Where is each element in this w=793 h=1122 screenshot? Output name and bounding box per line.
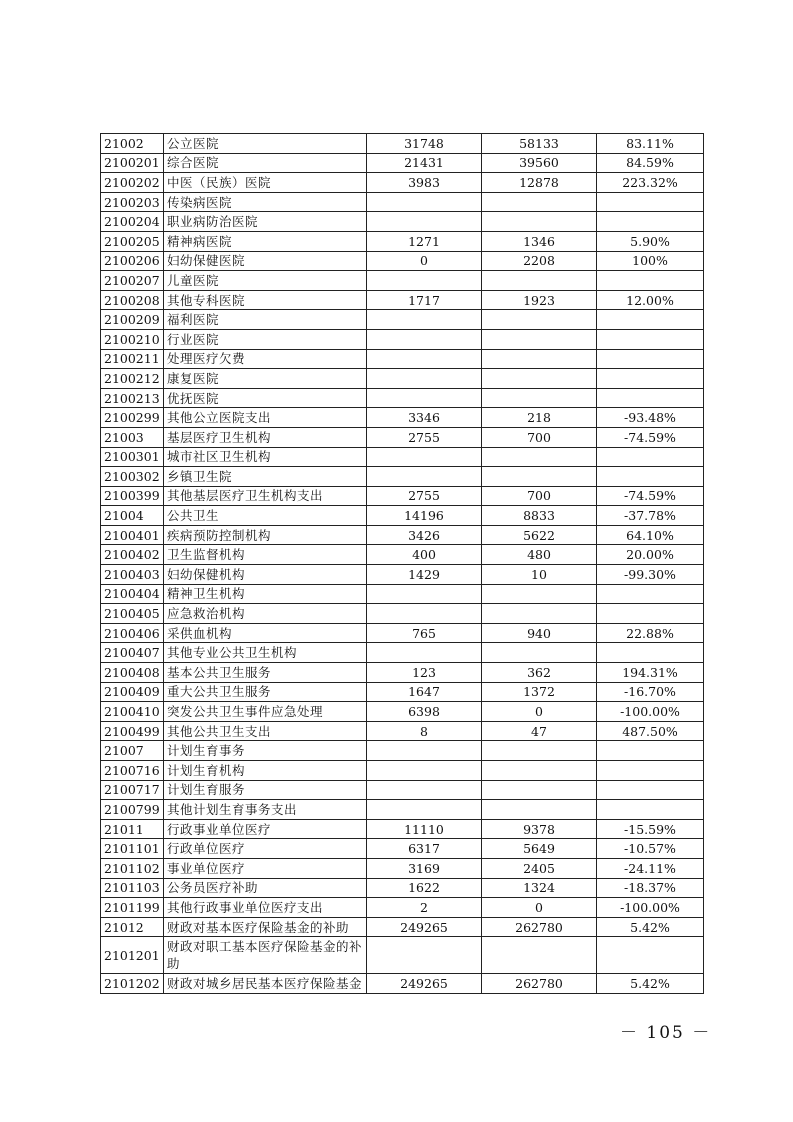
row-code-cell: 2100204 bbox=[101, 212, 164, 232]
row-code-cell: 2100716 bbox=[101, 761, 164, 781]
row-value-prev-cell bbox=[367, 447, 482, 467]
table-row bbox=[101, 761, 704, 781]
row-code-cell: 2100203 bbox=[101, 192, 164, 212]
table-row bbox=[101, 388, 704, 408]
row-value-prev-cell: 6317 bbox=[367, 839, 482, 859]
row-value-prev-cell: 1647 bbox=[367, 682, 482, 702]
row-value-prev-cell bbox=[367, 271, 482, 291]
row-value-curr-cell: 39560 bbox=[482, 153, 597, 173]
row-name-cell: 重大公共卫生服务 bbox=[164, 682, 367, 702]
table-row bbox=[101, 525, 704, 545]
row-change-pct-cell: 22.88% bbox=[597, 623, 704, 643]
row-value-curr-cell: 9378 bbox=[482, 819, 597, 839]
row-value-curr-cell: 362 bbox=[482, 663, 597, 683]
row-value-curr-cell bbox=[482, 310, 597, 330]
row-value-prev-cell: 3983 bbox=[367, 173, 482, 193]
table-row bbox=[101, 486, 704, 506]
row-code-cell: 2100205 bbox=[101, 231, 164, 251]
row-code-cell: 2100499 bbox=[101, 721, 164, 741]
row-value-curr-cell: 2208 bbox=[482, 251, 597, 271]
row-change-pct-cell bbox=[597, 937, 704, 974]
table-row bbox=[101, 506, 704, 526]
row-name-cell: 行政事业单位医疗 bbox=[164, 819, 367, 839]
row-value-curr-cell bbox=[482, 584, 597, 604]
row-code-cell: 2100201 bbox=[101, 153, 164, 173]
row-value-curr-cell bbox=[482, 369, 597, 389]
table-row bbox=[101, 937, 704, 974]
row-code-cell: 2100402 bbox=[101, 545, 164, 565]
row-value-curr-cell: 12878 bbox=[482, 173, 597, 193]
table-row bbox=[101, 427, 704, 447]
row-name-cell: 处理医疗欠费 bbox=[164, 349, 367, 369]
row-name-cell: 财政对基本医疗保险基金的补助 bbox=[164, 917, 367, 937]
row-value-curr-cell bbox=[482, 643, 597, 663]
row-code-cell: 21002 bbox=[101, 134, 164, 154]
row-code-cell: 2100209 bbox=[101, 310, 164, 330]
table-row bbox=[101, 800, 704, 820]
row-value-prev-cell: 21431 bbox=[367, 153, 482, 173]
row-name-cell: 其他专科医院 bbox=[164, 290, 367, 310]
table-row bbox=[101, 349, 704, 369]
row-code-cell: 2100212 bbox=[101, 369, 164, 389]
row-value-prev-cell bbox=[367, 369, 482, 389]
row-code-cell: 2100405 bbox=[101, 604, 164, 624]
row-change-pct-cell: -18.37% bbox=[597, 878, 704, 898]
row-change-pct-cell: -99.30% bbox=[597, 565, 704, 585]
row-name-cell: 精神卫生机构 bbox=[164, 584, 367, 604]
row-change-pct-cell: 223.32% bbox=[597, 173, 704, 193]
row-code-cell: 2101102 bbox=[101, 858, 164, 878]
row-code-cell: 2100302 bbox=[101, 467, 164, 487]
row-value-curr-cell: 8833 bbox=[482, 506, 597, 526]
row-value-curr-cell: 940 bbox=[482, 623, 597, 643]
table-row bbox=[101, 271, 704, 291]
row-name-cell: 基本公共卫生服务 bbox=[164, 663, 367, 683]
table-row bbox=[101, 917, 704, 937]
row-value-curr-cell bbox=[482, 388, 597, 408]
row-code-cell: 2101101 bbox=[101, 839, 164, 859]
table-row bbox=[101, 898, 704, 918]
row-value-curr-cell: 1324 bbox=[482, 878, 597, 898]
table-row bbox=[101, 134, 704, 154]
row-value-curr-cell bbox=[482, 467, 597, 487]
row-code-cell: 2100401 bbox=[101, 525, 164, 545]
row-change-pct-cell bbox=[597, 584, 704, 604]
row-value-prev-cell: 1271 bbox=[367, 231, 482, 251]
row-value-prev-cell: 2755 bbox=[367, 486, 482, 506]
row-value-prev-cell: 0 bbox=[367, 251, 482, 271]
row-value-prev-cell bbox=[367, 349, 482, 369]
row-name-cell: 城市社区卫生机构 bbox=[164, 447, 367, 467]
row-change-pct-cell bbox=[597, 329, 704, 349]
row-value-prev-cell: 2 bbox=[367, 898, 482, 918]
row-change-pct-cell: 12.00% bbox=[597, 290, 704, 310]
row-name-cell: 儿童医院 bbox=[164, 271, 367, 291]
row-value-prev-cell: 3346 bbox=[367, 408, 482, 428]
row-code-cell: 2100404 bbox=[101, 584, 164, 604]
row-value-prev-cell bbox=[367, 761, 482, 781]
row-change-pct-cell: 194.31% bbox=[597, 663, 704, 683]
table-row bbox=[101, 741, 704, 761]
row-value-curr-cell bbox=[482, 761, 597, 781]
table-row bbox=[101, 467, 704, 487]
row-value-curr-cell: 2405 bbox=[482, 858, 597, 878]
table-row bbox=[101, 974, 704, 994]
row-change-pct-cell bbox=[597, 271, 704, 291]
row-change-pct-cell bbox=[597, 467, 704, 487]
row-change-pct-cell bbox=[597, 643, 704, 663]
row-value-curr-cell bbox=[482, 741, 597, 761]
row-code-cell: 2100208 bbox=[101, 290, 164, 310]
table-row bbox=[101, 447, 704, 467]
row-value-prev-cell: 1717 bbox=[367, 290, 482, 310]
row-value-prev-cell: 249265 bbox=[367, 974, 482, 994]
row-name-cell: 综合医院 bbox=[164, 153, 367, 173]
row-name-cell: 优抚医院 bbox=[164, 388, 367, 408]
row-name-cell: 职业病防治医院 bbox=[164, 212, 367, 232]
row-name-cell: 公务员医疗补助 bbox=[164, 878, 367, 898]
row-change-pct-cell: -74.59% bbox=[597, 427, 704, 447]
table-row bbox=[101, 839, 704, 859]
row-name-cell: 康复医院 bbox=[164, 369, 367, 389]
row-change-pct-cell: 487.50% bbox=[597, 721, 704, 741]
row-value-curr-cell bbox=[482, 780, 597, 800]
row-code-cell: 2100213 bbox=[101, 388, 164, 408]
row-name-cell: 乡镇卫生院 bbox=[164, 467, 367, 487]
table-row bbox=[101, 643, 704, 663]
row-value-curr-cell: 480 bbox=[482, 545, 597, 565]
row-value-curr-cell: 700 bbox=[482, 486, 597, 506]
row-change-pct-cell: 5.90% bbox=[597, 231, 704, 251]
row-code-cell: 2101202 bbox=[101, 974, 164, 994]
row-change-pct-cell bbox=[597, 800, 704, 820]
row-value-prev-cell bbox=[367, 780, 482, 800]
row-change-pct-cell: -74.59% bbox=[597, 486, 704, 506]
row-change-pct-cell: 64.10% bbox=[597, 525, 704, 545]
table-row bbox=[101, 329, 704, 349]
row-name-cell: 计划生育事务 bbox=[164, 741, 367, 761]
row-change-pct-cell: 100% bbox=[597, 251, 704, 271]
row-change-pct-cell: 5.42% bbox=[597, 974, 704, 994]
row-name-cell: 公立医院 bbox=[164, 134, 367, 154]
table-row bbox=[101, 702, 704, 722]
table-row bbox=[101, 819, 704, 839]
table-row bbox=[101, 231, 704, 251]
row-code-cell: 2100299 bbox=[101, 408, 164, 428]
row-value-curr-cell bbox=[482, 271, 597, 291]
row-value-curr-cell bbox=[482, 447, 597, 467]
row-name-cell: 行政单位医疗 bbox=[164, 839, 367, 859]
table-row bbox=[101, 623, 704, 643]
row-value-prev-cell bbox=[367, 584, 482, 604]
row-code-cell: 21007 bbox=[101, 741, 164, 761]
row-value-prev-cell: 8 bbox=[367, 721, 482, 741]
row-value-curr-cell bbox=[482, 937, 597, 974]
row-value-curr-cell: 10 bbox=[482, 565, 597, 585]
row-code-cell: 2100717 bbox=[101, 780, 164, 800]
row-change-pct-cell bbox=[597, 212, 704, 232]
table-row bbox=[101, 310, 704, 330]
row-name-cell: 中医（民族）医院 bbox=[164, 173, 367, 193]
row-code-cell: 2101201 bbox=[101, 937, 164, 974]
row-code-cell: 2100406 bbox=[101, 623, 164, 643]
row-value-prev-cell bbox=[367, 388, 482, 408]
row-name-cell: 其他计划生育事务支出 bbox=[164, 800, 367, 820]
row-name-cell: 财政对职工基本医疗保险基金的补助 bbox=[164, 937, 367, 974]
table-row bbox=[101, 721, 704, 741]
table-row bbox=[101, 565, 704, 585]
row-value-prev-cell: 1622 bbox=[367, 878, 482, 898]
table-row bbox=[101, 545, 704, 565]
row-change-pct-cell bbox=[597, 447, 704, 467]
row-name-cell: 福利医院 bbox=[164, 310, 367, 330]
row-value-prev-cell: 3169 bbox=[367, 858, 482, 878]
row-name-cell: 卫生监督机构 bbox=[164, 545, 367, 565]
row-value-prev-cell: 249265 bbox=[367, 917, 482, 937]
row-name-cell: 行业医院 bbox=[164, 329, 367, 349]
table-row bbox=[101, 153, 704, 173]
row-code-cell: 21004 bbox=[101, 506, 164, 526]
row-value-prev-cell bbox=[367, 329, 482, 349]
row-name-cell: 财政对城乡居民基本医疗保险基金 bbox=[164, 974, 367, 994]
row-code-cell: 2101103 bbox=[101, 878, 164, 898]
row-value-curr-cell: 1346 bbox=[482, 231, 597, 251]
row-change-pct-cell: 20.00% bbox=[597, 545, 704, 565]
row-code-cell: 2100410 bbox=[101, 702, 164, 722]
row-value-curr-cell: 5622 bbox=[482, 525, 597, 545]
table-row bbox=[101, 192, 704, 212]
row-code-cell: 2100301 bbox=[101, 447, 164, 467]
row-name-cell: 妇幼保健医院 bbox=[164, 251, 367, 271]
row-value-curr-cell: 218 bbox=[482, 408, 597, 428]
row-value-curr-cell: 1372 bbox=[482, 682, 597, 702]
row-change-pct-cell: 84.59% bbox=[597, 153, 704, 173]
row-code-cell: 2100799 bbox=[101, 800, 164, 820]
row-value-prev-cell bbox=[367, 310, 482, 330]
row-value-prev-cell: 2755 bbox=[367, 427, 482, 447]
table-row bbox=[101, 290, 704, 310]
row-code-cell: 2100409 bbox=[101, 682, 164, 702]
row-change-pct-cell bbox=[597, 192, 704, 212]
row-value-curr-cell: 0 bbox=[482, 702, 597, 722]
row-value-prev-cell: 11110 bbox=[367, 819, 482, 839]
row-name-cell: 计划生育服务 bbox=[164, 780, 367, 800]
row-value-curr-cell: 47 bbox=[482, 721, 597, 741]
row-value-prev-cell: 6398 bbox=[367, 702, 482, 722]
row-change-pct-cell bbox=[597, 604, 704, 624]
row-name-cell: 传染病医院 bbox=[164, 192, 367, 212]
row-code-cell: 2100407 bbox=[101, 643, 164, 663]
row-name-cell: 计划生育机构 bbox=[164, 761, 367, 781]
row-change-pct-cell: -37.78% bbox=[597, 506, 704, 526]
row-value-curr-cell bbox=[482, 604, 597, 624]
row-change-pct-cell bbox=[597, 310, 704, 330]
row-code-cell: 21011 bbox=[101, 819, 164, 839]
row-change-pct-cell: -16.70% bbox=[597, 682, 704, 702]
row-value-curr-cell: 1923 bbox=[482, 290, 597, 310]
row-value-prev-cell: 3426 bbox=[367, 525, 482, 545]
row-code-cell: 2100403 bbox=[101, 565, 164, 585]
table-row bbox=[101, 408, 704, 428]
row-value-prev-cell: 1429 bbox=[367, 565, 482, 585]
row-value-prev-cell bbox=[367, 212, 482, 232]
row-value-prev-cell: 123 bbox=[367, 663, 482, 683]
table-row bbox=[101, 604, 704, 624]
table-row bbox=[101, 663, 704, 683]
row-value-prev-cell: 31748 bbox=[367, 134, 482, 154]
row-value-curr-cell bbox=[482, 800, 597, 820]
row-change-pct-cell bbox=[597, 741, 704, 761]
row-value-prev-cell bbox=[367, 741, 482, 761]
row-name-cell: 其他基层医疗卫生机构支出 bbox=[164, 486, 367, 506]
row-code-cell: 2100206 bbox=[101, 251, 164, 271]
row-name-cell: 公共卫生 bbox=[164, 506, 367, 526]
row-name-cell: 疾病预防控制机构 bbox=[164, 525, 367, 545]
table-row bbox=[101, 682, 704, 702]
row-name-cell: 精神病医院 bbox=[164, 231, 367, 251]
row-name-cell: 突发公共卫生事件应急处理 bbox=[164, 702, 367, 722]
row-change-pct-cell bbox=[597, 761, 704, 781]
row-code-cell: 21012 bbox=[101, 917, 164, 937]
row-code-cell: 21003 bbox=[101, 427, 164, 447]
row-change-pct-cell: -10.57% bbox=[597, 839, 704, 859]
table-row bbox=[101, 251, 704, 271]
row-code-cell: 2100207 bbox=[101, 271, 164, 291]
row-name-cell: 其他行政事业单位医疗支出 bbox=[164, 898, 367, 918]
row-value-prev-cell: 765 bbox=[367, 623, 482, 643]
row-code-cell: 2100408 bbox=[101, 663, 164, 683]
row-name-cell: 事业单位医疗 bbox=[164, 858, 367, 878]
row-value-curr-cell: 58133 bbox=[482, 134, 597, 154]
row-change-pct-cell: 5.42% bbox=[597, 917, 704, 937]
row-name-cell: 其他专业公共卫生机构 bbox=[164, 643, 367, 663]
row-value-curr-cell bbox=[482, 349, 597, 369]
row-change-pct-cell bbox=[597, 780, 704, 800]
row-code-cell: 2100210 bbox=[101, 329, 164, 349]
row-name-cell: 采供血机构 bbox=[164, 623, 367, 643]
row-value-curr-cell: 262780 bbox=[482, 917, 597, 937]
row-change-pct-cell: -15.59% bbox=[597, 819, 704, 839]
row-change-pct-cell bbox=[597, 349, 704, 369]
row-value-curr-cell: 700 bbox=[482, 427, 597, 447]
row-code-cell: 2101199 bbox=[101, 898, 164, 918]
table-row bbox=[101, 584, 704, 604]
row-change-pct-cell bbox=[597, 369, 704, 389]
row-name-cell: 其他公共卫生支出 bbox=[164, 721, 367, 741]
row-value-prev-cell: 14196 bbox=[367, 506, 482, 526]
row-value-prev-cell bbox=[367, 192, 482, 212]
row-change-pct-cell: 83.11% bbox=[597, 134, 704, 154]
row-value-prev-cell bbox=[367, 800, 482, 820]
row-value-curr-cell: 262780 bbox=[482, 974, 597, 994]
table-row bbox=[101, 858, 704, 878]
table-row bbox=[101, 369, 704, 389]
budget-table bbox=[100, 133, 704, 994]
page-number: － 105 － bbox=[620, 1023, 712, 1043]
row-change-pct-cell: -24.11% bbox=[597, 858, 704, 878]
row-value-curr-cell: 5649 bbox=[482, 839, 597, 859]
row-code-cell: 2100211 bbox=[101, 349, 164, 369]
row-name-cell: 应急救治机构 bbox=[164, 604, 367, 624]
row-value-curr-cell bbox=[482, 212, 597, 232]
row-name-cell: 妇幼保健机构 bbox=[164, 565, 367, 585]
row-value-prev-cell bbox=[367, 643, 482, 663]
row-change-pct-cell bbox=[597, 388, 704, 408]
table-row bbox=[101, 878, 704, 898]
row-value-curr-cell: 0 bbox=[482, 898, 597, 918]
table-row bbox=[101, 212, 704, 232]
row-value-prev-cell: 400 bbox=[367, 545, 482, 565]
row-name-cell: 基层医疗卫生机构 bbox=[164, 427, 367, 447]
row-change-pct-cell: -100.00% bbox=[597, 702, 704, 722]
row-value-curr-cell bbox=[482, 329, 597, 349]
table-body bbox=[101, 134, 704, 994]
table-row bbox=[101, 173, 704, 193]
row-value-prev-cell bbox=[367, 937, 482, 974]
row-change-pct-cell: -100.00% bbox=[597, 898, 704, 918]
table-row bbox=[101, 780, 704, 800]
row-name-cell: 其他公立医院支出 bbox=[164, 408, 367, 428]
row-code-cell: 2100399 bbox=[101, 486, 164, 506]
row-value-prev-cell bbox=[367, 604, 482, 624]
row-value-prev-cell bbox=[367, 467, 482, 487]
row-change-pct-cell: -93.48% bbox=[597, 408, 704, 428]
row-value-curr-cell bbox=[482, 192, 597, 212]
row-code-cell: 2100202 bbox=[101, 173, 164, 193]
